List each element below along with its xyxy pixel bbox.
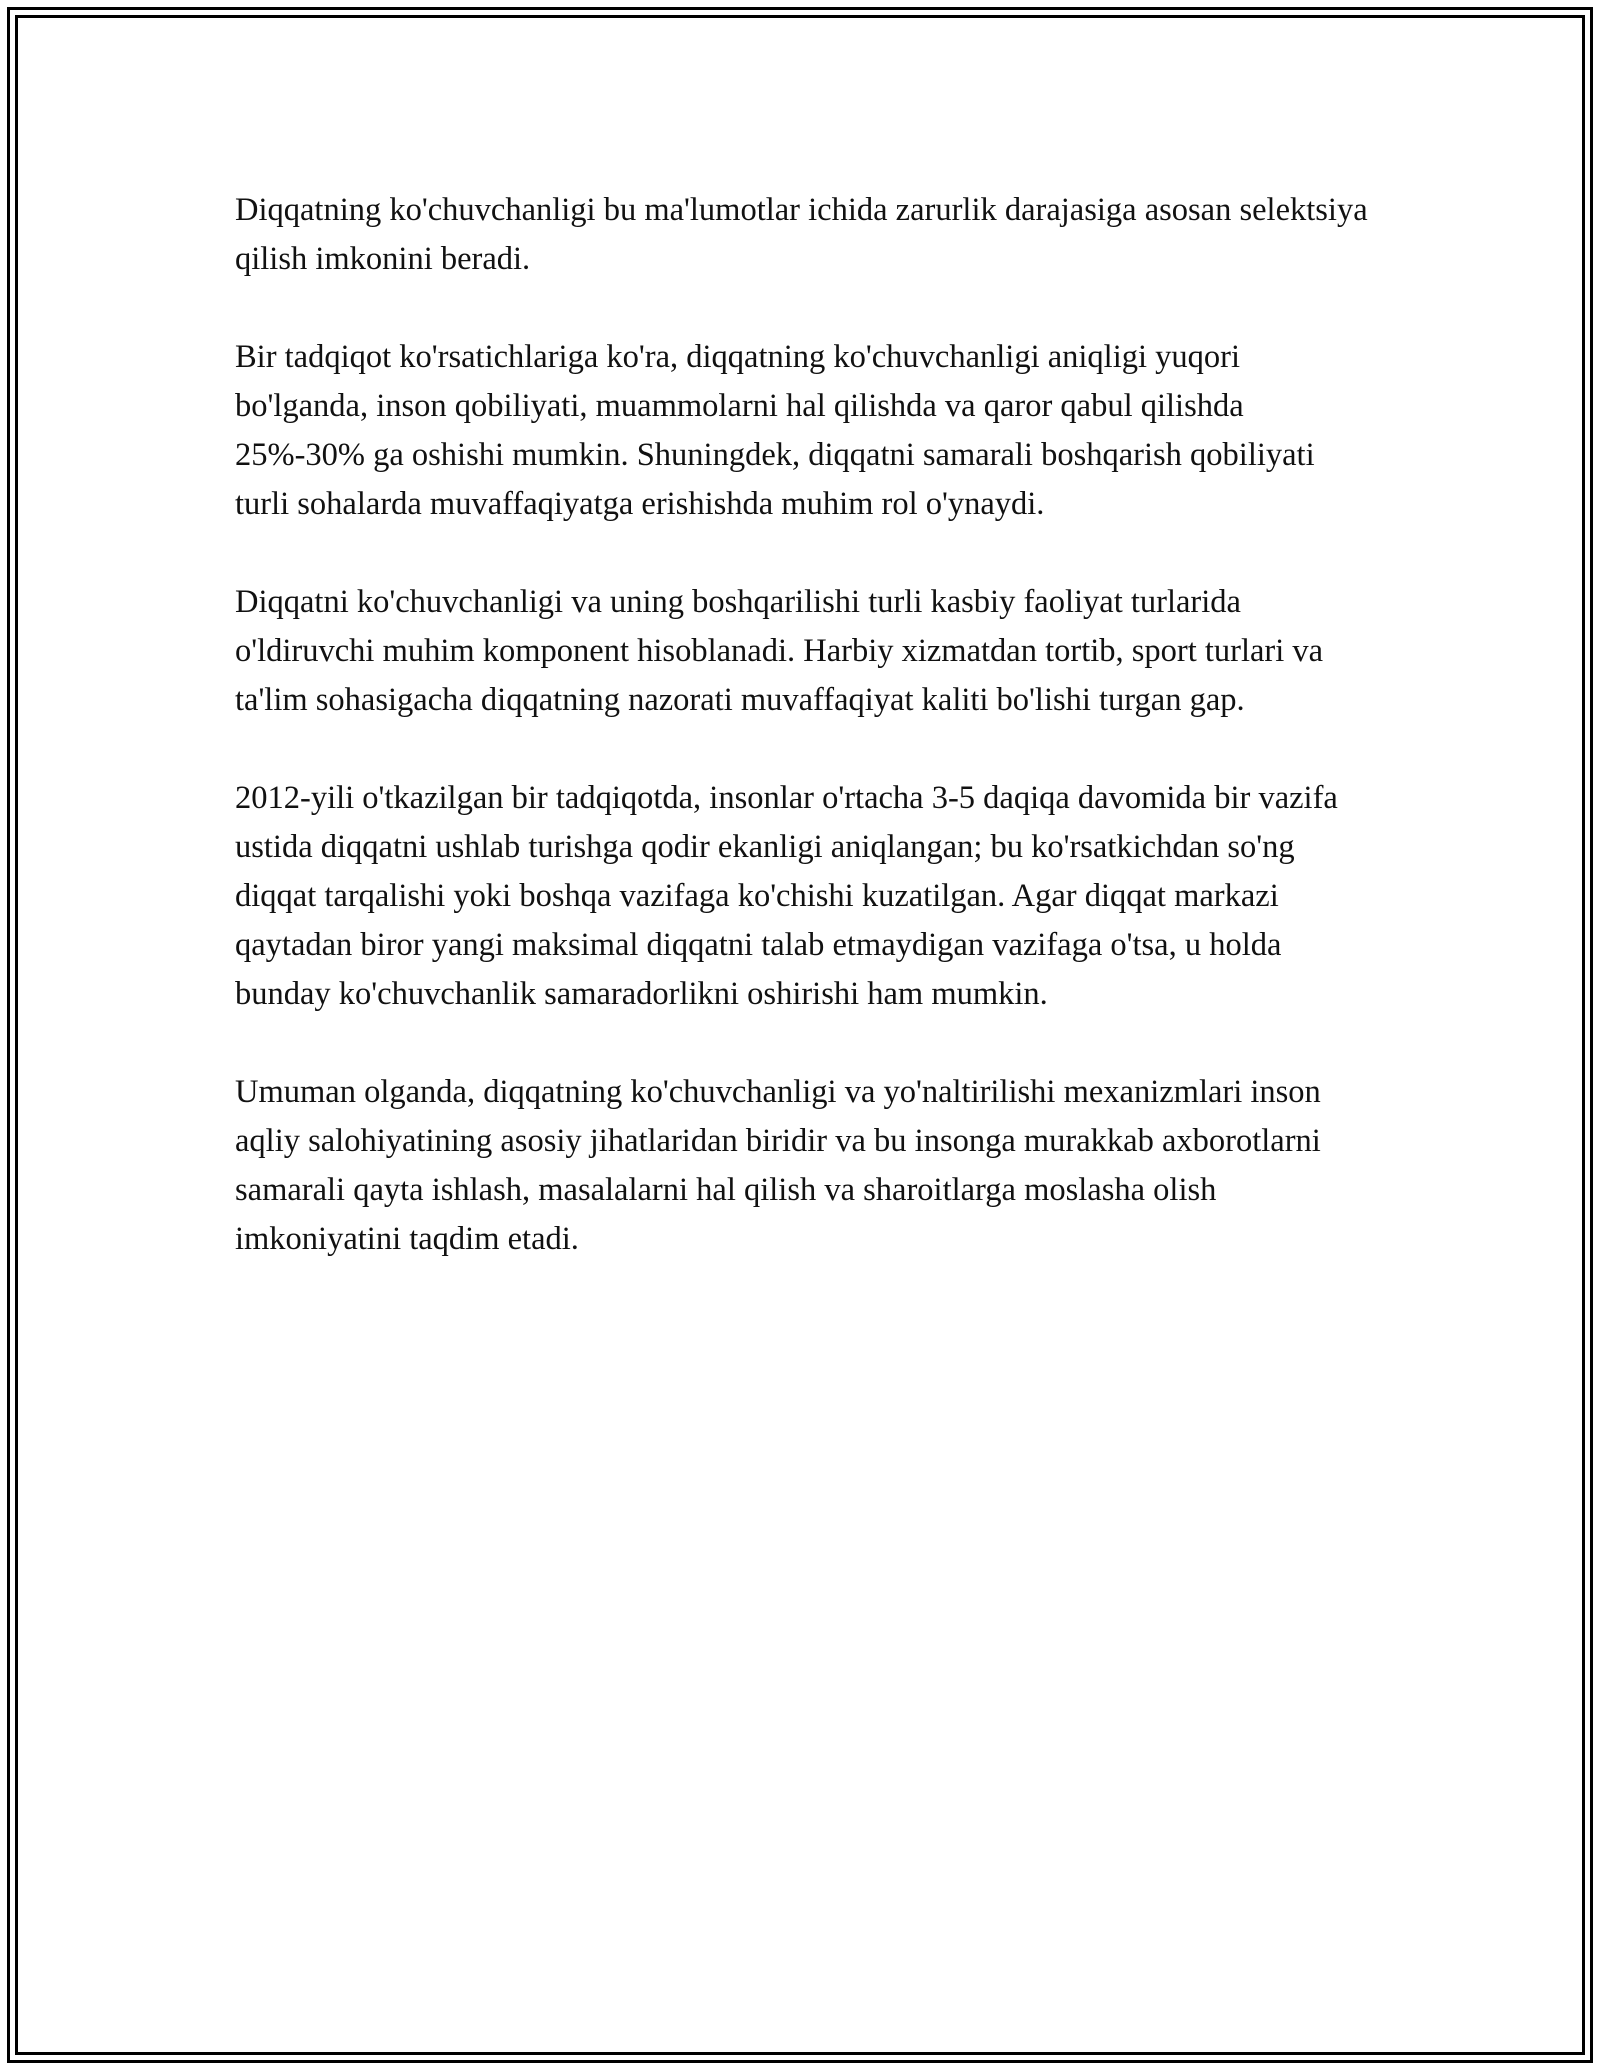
document-body xyxy=(235,186,1375,1313)
paragraph-5: Umuman olganda, diqqatning ko'chuvchanligi va yo'naltirilishi mexanizmlari inson aqliy salohiyatining asosiy jihatlaridan biridir va bu insonga murakkab axborotlarni samarali qayta ishlash, masalalarni hal qilish va sharoitlarga moslasha olish imkoniyatini taqdim etadi. xyxy=(235,1074,1321,1257)
paragraph-1: Diqqatning ko'chuvchanligi bu ma'lumotlar ichida zarurlik darajasiga asosan selektsiya qilish imkonini beradi. xyxy=(235,192,1368,277)
paragraph-4: 2012-yili o'tkazilgan bir tadqiqotda, insonlar o'rtacha 3-5 daqiqa davomida bir vazifa ustida diqqatni ushlab turishga qodir ekanligi aniqlangan; bu ko'rsatkichdan so'ng diqqat tarqalishi yoki boshqa vazifaga ko'chishi kuzatilgan. Agar diqqat markazi qaytadan biror yangi maksimal diqqatni talab etmaydigan vazifaga o'tsa, u holda bunday ko'chuvchanlik samaradorlikni oshirishi ham mumkin. xyxy=(235,780,1338,1012)
paragraph-3: Diqqatni ko'chuvchanligi va uning boshqarilishi turli kasbiy faoliyat turlarida o'ldiruvchi muhim komponent hisoblanadi. Harbiy xizmatdan tortib, sport turlari va ta'lim sohasigacha diqqatning nazorati muvaffaqiyat kaliti bo'lishi turgan gap. xyxy=(235,584,1324,718)
paragraph-2: Bir tadqiqot ko'rsatichlariga ko'ra, diqqatning ko'chuvchanligi aniqligi yuqori bo'lganda, inson qobiliyati, muammolarni hal qilishda va qaror qabul qilishda 25%-30% ga oshishi mumkin. Shuningdek, diqqatni samarali boshqarish qobiliyati turli sohalarda muvaffaqiyatga erishishda muhim rol o'ynaydi. xyxy=(235,339,1315,522)
